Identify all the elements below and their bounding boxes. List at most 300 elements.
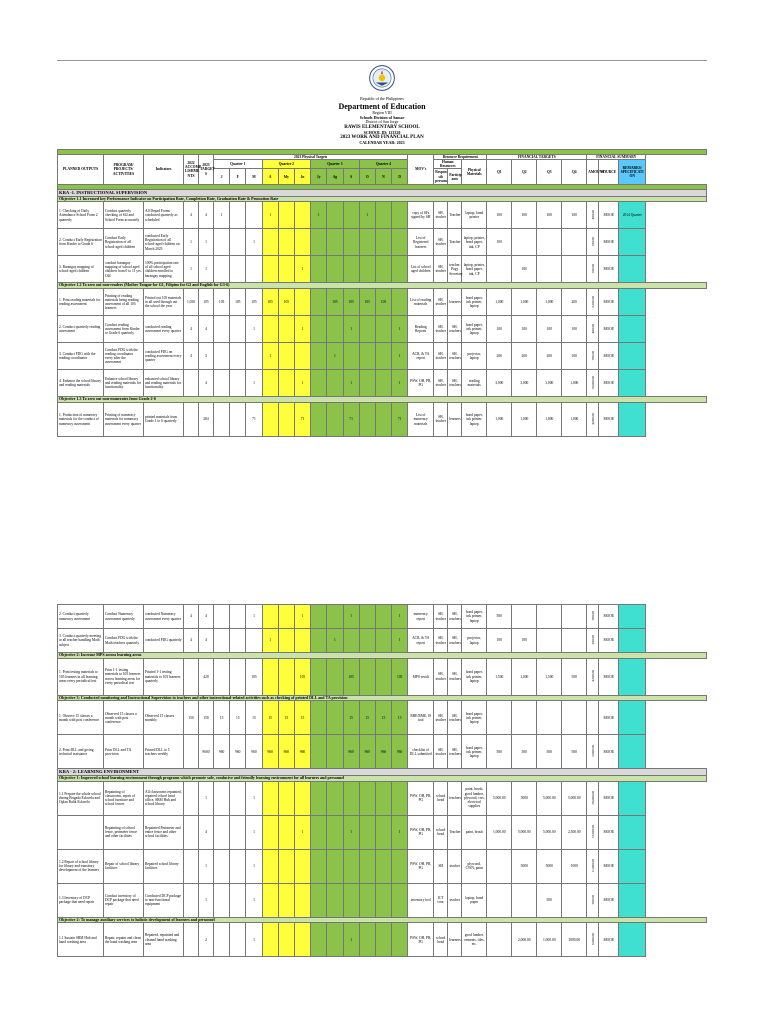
col-planned-outputs: PLANNED OUTPUTS <box>58 154 104 185</box>
month-target-cell <box>311 849 327 883</box>
month-target-cell <box>278 402 294 436</box>
department-title: Department of Education <box>338 101 426 111</box>
indicator-cell: Printed DLL to 5 teachers weekly <box>144 735 184 769</box>
planned-output-cell: 3. Conduct FDG with the reading coordinator <box>58 343 104 370</box>
indicator-cell: conducted FDG on reading assessment every quarter <box>144 343 184 370</box>
target-cell: 2 <box>199 923 214 957</box>
accomplishment-cell: 1 <box>184 256 199 283</box>
responsible-cell: school head <box>434 781 448 815</box>
month-target-cell <box>246 256 262 283</box>
month-target-cell <box>327 883 343 917</box>
table-body-2 <box>58 605 707 957</box>
financial-target-cell: 500 <box>562 658 587 695</box>
target-cell: 4 <box>199 629 214 653</box>
mov-cell: PSW, OH, PR, PG <box>408 370 434 397</box>
col-fq1: Q1 <box>487 159 512 184</box>
financial-target-cell: 100 <box>487 629 512 653</box>
financial-target-cell: 100 <box>562 316 587 343</box>
financial-target-cell <box>562 701 587 735</box>
table-row <box>58 605 707 629</box>
month-target-cell <box>214 781 230 815</box>
accomplishment-cell <box>184 781 199 815</box>
financial-target-cell: 1,000 <box>537 289 562 316</box>
objective-title: Objective 1.3 To zero out non-numerates from Grade 2-6 <box>58 397 707 403</box>
month-target-cell: 15 <box>392 701 408 735</box>
month-target-cell: 1 <box>311 202 327 229</box>
amount-value: 10,000.00 <box>590 375 595 390</box>
month-target-cell <box>375 605 391 629</box>
financial-target-cell: 1,000 <box>537 402 562 436</box>
amount-cell <box>587 289 599 316</box>
amount-cell <box>587 629 599 653</box>
amount-cell <box>587 370 599 397</box>
month-target-cell <box>311 316 327 343</box>
financial-target-cell: 500 <box>487 735 512 769</box>
month-target-cell: 1 <box>294 256 310 283</box>
remarks-cell <box>619 815 646 849</box>
month-target-cell: 71 <box>392 402 408 436</box>
col-quarter-4: Quarter 4 <box>359 159 408 168</box>
source-cell: MOOE <box>599 256 619 283</box>
table-row <box>58 883 707 917</box>
financial-target-cell: 5,000.00 <box>537 815 562 849</box>
col-movs: MOV's <box>408 154 434 185</box>
participants-cell: teacher, Brgy Secretary <box>448 256 462 283</box>
program-cell: Print 1-1 testing materials to 105 learners across learning areas for every periodical test <box>104 658 144 695</box>
month-target-cell: 15 <box>278 701 294 735</box>
col-month: A <box>262 169 278 185</box>
financial-target-cell: 500 <box>512 735 537 769</box>
republic-label: Republic of the Philippines <box>360 96 404 102</box>
month-target-cell <box>375 815 391 849</box>
materials-cell: bond paper, ink printer, laptop <box>462 701 487 735</box>
program-cell: Enhance school library and reading materials for functionality <box>104 370 144 397</box>
month-target-cell: 1 <box>246 923 262 957</box>
indicator-cell: printed materials from Grade 1 to 6 quarterly <box>144 402 184 436</box>
responsible-cell: SH, teacher <box>434 202 448 229</box>
planned-output-cell: 1. Print testing materials to 105 learners in all learning areas every periodical test <box>58 658 104 695</box>
planned-output-cell: 1.1 Prepare the whole school during Brigada Eskwela and Oplan Balik Eskwela <box>58 781 104 815</box>
accomplishment-cell: 4 <box>184 605 199 629</box>
month-target-cell <box>230 849 246 883</box>
month-target-cell <box>327 781 343 815</box>
responsible-cell: ICT coor. <box>434 883 448 917</box>
month-target-cell: 1 <box>262 202 278 229</box>
target-cell: 4 <box>199 370 214 397</box>
month-target-cell <box>278 229 294 256</box>
target-cell: 1 <box>199 883 214 917</box>
month-target-cell: 15 <box>230 701 246 735</box>
financial-target-cell: 2,000.00 <box>512 923 537 957</box>
month-target-cell <box>262 781 278 815</box>
month-target-cell <box>294 202 310 229</box>
amount-cell <box>587 229 599 256</box>
amount-value: 500.00 <box>590 894 595 905</box>
month-target-cell: 1 <box>359 202 375 229</box>
col-human-resources: Human Resources <box>434 159 462 168</box>
participants-cell: teachers <box>448 781 462 815</box>
responsible-cell: SH, teacher <box>434 343 448 370</box>
school-name: RAWIS ELEMENTARY SCHOOL <box>344 124 420 130</box>
accomplishment-cell: 1,050 <box>184 289 199 316</box>
mov-cell: PSW, OH, PR, PG <box>408 781 434 815</box>
month-target-cell <box>311 289 327 316</box>
month-target-cell: 1 <box>214 202 230 229</box>
month-target-cell <box>311 735 327 769</box>
financial-target-cell: 3,000 <box>487 370 512 397</box>
indicator-cell: Repainted Perimeter and entire fence and other school facilities <box>144 815 184 849</box>
amount-cell <box>587 701 599 735</box>
responsible-cell: SH, teacher <box>434 629 448 653</box>
planned-output-cell: 1. Production of numeracy materials for the conduct of numeracy assessment <box>58 402 104 436</box>
month-target-cell <box>262 605 278 629</box>
col-responsible: Respon sib persons <box>435 170 448 183</box>
month-target-cell: 960 <box>278 735 294 769</box>
month-target-cell <box>359 849 375 883</box>
financial-target-cell: 200 <box>537 343 562 370</box>
month-target-cell <box>343 256 359 283</box>
amount-value: 4,500.00 <box>590 670 595 683</box>
month-target-cell <box>294 629 310 653</box>
division-label: Schools Division of Samar <box>359 114 405 120</box>
source-cell: MOOE <box>599 883 619 917</box>
indicator-cell: Conducted DCP package to non-functional equipment <box>144 883 184 917</box>
month-target-cell <box>327 316 343 343</box>
month-target-cell <box>214 815 230 849</box>
financial-target-cell: 200 <box>562 289 587 316</box>
target-cell: 1 <box>199 781 214 815</box>
source-cell: MOOE <box>599 605 619 629</box>
month-target-cell: 1 <box>246 370 262 397</box>
source-cell: MOOE <box>599 701 619 735</box>
source-cell: MOOE <box>599 289 619 316</box>
amount-cell <box>587 923 599 957</box>
objective-title: Objective 1.1 Increased key Performance Indicator on Participation Rate, Completion Rate, Graduation Rate & Promotion Rate <box>58 196 707 202</box>
month-target-cell <box>392 289 408 316</box>
responsible-cell: SH, teacher <box>434 735 448 769</box>
indicator-cell: All classrooms repainted, repaired school head office, SBM Hub and school library <box>144 781 184 815</box>
amount-cell <box>587 402 599 436</box>
month-target-cell: 1 <box>392 815 408 849</box>
month-target-cell <box>359 781 375 815</box>
financial-target-cell: 3,000 <box>512 370 537 397</box>
month-target-cell: 1 <box>343 923 359 957</box>
participants-cell: SH, teachers <box>448 701 462 735</box>
table-row <box>58 701 707 735</box>
month-target-cell <box>327 701 343 735</box>
col-fq4: Q4 <box>562 159 587 184</box>
financial-target-cell: 5000 <box>537 849 562 883</box>
month-target-cell <box>343 883 359 917</box>
col-month: S <box>343 169 359 185</box>
amount-cell <box>587 605 599 629</box>
month-target-cell: 1 <box>343 316 359 343</box>
program-cell: conduct barangay mapping of school aged children from 0 to 11 yrs. Old <box>104 256 144 283</box>
target-cell: 9600 <box>199 735 214 769</box>
col-financial-summary: FINANCIAL SUMMARY <box>587 154 646 159</box>
month-target-cell <box>359 256 375 283</box>
remarks-cell <box>619 735 646 769</box>
program-cell: Conduct FDG with the reading coordinator every after the assessment <box>104 343 144 370</box>
month-target-cell <box>311 370 327 397</box>
financial-target-cell: 100 <box>487 316 512 343</box>
table-row <box>58 923 707 957</box>
col-financial-targets: FINANCIAL TARGETS <box>487 154 587 159</box>
month-target-cell: 1 <box>392 316 408 343</box>
responsible-cell: school head <box>434 815 448 849</box>
month-target-cell <box>327 229 343 256</box>
month-target-cell <box>278 883 294 917</box>
source-cell: MOOE <box>599 343 619 370</box>
month-target-cell <box>327 402 343 436</box>
mov-cell: MPS result <box>408 658 434 695</box>
remarks-cell: 2014 Quarter <box>619 202 646 229</box>
participants-cell: learners <box>448 402 462 436</box>
financial-target-cell: 500 <box>537 735 562 769</box>
month-target-cell <box>327 923 343 957</box>
financial-target-cell <box>487 701 512 735</box>
month-target-cell: 105 <box>246 658 262 695</box>
month-target-cell: 1 <box>246 849 262 883</box>
month-target-cell: 1 <box>246 815 262 849</box>
program-cell: Conduct quarterly checking of Sf2 and School Form accurately <box>104 202 144 229</box>
table-row <box>58 289 707 316</box>
month-target-cell: 1 <box>327 629 343 653</box>
responsible-cell: SH, teacher <box>434 402 448 436</box>
source-cell: MOOE <box>599 735 619 769</box>
col-fq2: Q2 <box>512 159 537 184</box>
month-target-cell <box>230 923 246 957</box>
table-row <box>58 402 707 436</box>
participants-cell: SH, teachers <box>448 629 462 653</box>
col-participants: Particip ants <box>448 169 462 185</box>
month-target-cell <box>311 658 327 695</box>
table-row <box>58 370 707 397</box>
mov-cell: inventory tool <box>408 883 434 917</box>
col-month: D <box>392 169 408 185</box>
month-target-cell <box>359 370 375 397</box>
col-month: Jy <box>311 169 327 185</box>
mov-cell: Reading Reports <box>408 316 434 343</box>
participants-cell: SH, teachers <box>448 605 462 629</box>
month-target-cell: 105 <box>262 289 278 316</box>
col-month: M <box>246 169 262 185</box>
month-target-cell: 105 <box>327 289 343 316</box>
amount-value: 400.00 <box>590 210 595 220</box>
financial-target-cell <box>562 229 587 256</box>
month-target-cell <box>327 605 343 629</box>
mov-cell: List of reading materials <box>408 289 434 316</box>
month-target-cell <box>230 343 246 370</box>
month-target-cell <box>278 923 294 957</box>
month-target-cell <box>311 781 327 815</box>
indicator-cell: Observed 15 classes monthly <box>144 701 184 735</box>
indicator-cell: conducted Numeracy assessment every quarter <box>144 605 184 629</box>
col-month: N <box>375 169 391 185</box>
source-cell: MOOE <box>599 402 619 436</box>
month-target-cell: 960 <box>246 735 262 769</box>
month-target-cell <box>214 849 230 883</box>
remarks-cell <box>619 701 646 735</box>
accomplishment-cell: 4 <box>184 202 199 229</box>
accomplishment-cell: 4 <box>184 629 199 653</box>
month-target-cell <box>392 923 408 957</box>
planned-output-cell: 1. Print reading materials for reading assessment <box>58 289 104 316</box>
accomplishment-cell <box>184 815 199 849</box>
mov-cell: copy of SFs signed by SH <box>408 202 434 229</box>
table-row <box>58 781 707 815</box>
month-target-cell <box>311 229 327 256</box>
remarks-cell <box>619 402 646 436</box>
month-target-cell <box>311 402 327 436</box>
work-plan-table <box>57 149 707 437</box>
remarks-cell <box>619 316 646 343</box>
indicator-cell: conducted FDG quarterly <box>144 629 184 653</box>
month-target-cell <box>262 815 278 849</box>
month-target-cell <box>262 256 278 283</box>
amount-value: 100.00 <box>590 237 595 247</box>
col-physical-targets: 2023 Physical Targets <box>214 154 408 159</box>
month-target-cell <box>375 629 391 653</box>
financial-target-cell <box>487 849 512 883</box>
target-cell: 1 <box>199 849 214 883</box>
month-target-cell: 15 <box>375 701 391 735</box>
program-cell: Observed 15 classes a month with post conference <box>104 701 144 735</box>
remarks-cell <box>619 229 646 256</box>
mov-cell: RBE/RME, IS tool <box>408 701 434 735</box>
month-target-cell: 960 <box>343 735 359 769</box>
program-cell: Printing of numeracy materials for numeracy assessment every quarter <box>104 402 144 436</box>
financial-target-cell: 1,000 <box>512 658 537 695</box>
month-target-cell <box>294 343 310 370</box>
financial-target-cell: 5,000.00 <box>537 781 562 815</box>
month-target-cell <box>359 605 375 629</box>
month-target-cell <box>311 605 327 629</box>
month-target-cell <box>262 849 278 883</box>
objective-title: Objective 1: Improved school learning environment through programs which promote safe, conducive and friendly learning environment for all learners and personnel <box>58 775 707 781</box>
participants-cell: Teacher <box>448 202 462 229</box>
financial-target-cell <box>537 701 562 735</box>
month-target-cell: 1 <box>246 605 262 629</box>
month-target-cell <box>246 343 262 370</box>
financial-target-cell: 500 <box>487 605 512 629</box>
month-target-cell: 1 <box>392 343 408 370</box>
col-accomplishment: 2022 ACCOMP LISHME NTS <box>184 154 199 185</box>
month-target-cell <box>230 229 246 256</box>
remarks-cell <box>619 923 646 957</box>
month-target-cell: 1 <box>294 605 310 629</box>
amount-value: 20,000.00 <box>590 790 595 805</box>
responsible-cell: SH, teacher <box>434 289 448 316</box>
month-target-cell <box>375 781 391 815</box>
month-target-cell <box>230 883 246 917</box>
month-target-cell <box>262 316 278 343</box>
responsible-cell: SH <box>434 849 448 883</box>
remarks-cell <box>619 629 646 653</box>
month-target-cell <box>343 629 359 653</box>
month-target-cell <box>246 629 262 653</box>
month-target-cell <box>294 849 310 883</box>
month-target-cell <box>375 402 391 436</box>
month-target-cell <box>214 316 230 343</box>
financial-target-cell: 5,000.00 <box>512 815 537 849</box>
month-target-cell <box>375 883 391 917</box>
month-target-cell: 1 <box>343 370 359 397</box>
financial-target-cell: 500 <box>562 735 587 769</box>
month-target-cell: 1 <box>246 883 262 917</box>
target-cell: 284 <box>199 402 214 436</box>
month-target-cell <box>230 605 246 629</box>
amount-value: 400.00 <box>590 323 595 334</box>
month-target-cell <box>230 815 246 849</box>
month-target-cell <box>343 343 359 370</box>
participants-cell: teacher <box>448 883 462 917</box>
month-target-cell <box>278 316 294 343</box>
month-target-cell <box>359 316 375 343</box>
month-target-cell <box>214 370 230 397</box>
month-target-cell <box>311 701 327 735</box>
amount-cell <box>587 658 599 695</box>
program-cell: Repair, repaint and clean the hand washing area <box>104 923 144 957</box>
mov-cell: PSW, OH, PR, PG <box>408 815 434 849</box>
month-target-cell <box>311 883 327 917</box>
month-target-cell: 960 <box>262 735 278 769</box>
planned-output-cell: 1. Checking of Daily Attendance School Form 2 quarterly <box>58 202 104 229</box>
month-target-cell <box>327 849 343 883</box>
financial-target-cell: 100 <box>562 202 587 229</box>
participants-cell: SH, teachers <box>448 343 462 370</box>
page-2 <box>57 604 707 1024</box>
materials-cell: paint, brush, good lumber, plywood, cws, electrical supplies <box>462 781 487 815</box>
month-target-cell <box>392 256 408 283</box>
calendar-year: CALENDAR YEAR: 2023 <box>359 140 405 146</box>
mov-cell: List of numeracy materials <box>408 402 434 436</box>
source-cell: MOOE <box>599 923 619 957</box>
month-target-cell <box>294 923 310 957</box>
mov-cell: numeracy report <box>408 605 434 629</box>
amount-value: 3,200.00 <box>590 295 595 308</box>
month-target-cell <box>214 402 230 436</box>
indicator-cell: Printed out 105 materials in all used through out the school the year <box>144 289 184 316</box>
month-target-cell <box>375 849 391 883</box>
target-cell: 3 <box>199 343 214 370</box>
program-cell: Conduct FDG with the Math teachers quarterly <box>104 629 144 653</box>
financial-target-cell: 200 <box>512 343 537 370</box>
financial-target-cell: 3000.00 <box>562 923 587 957</box>
month-target-cell <box>311 815 327 849</box>
month-target-cell <box>375 202 391 229</box>
table-row <box>58 229 707 256</box>
month-target-cell <box>278 202 294 229</box>
mov-cell: PSW, OH, PR, PG <box>408 923 434 957</box>
col-month: O <box>359 169 375 185</box>
amount-cell <box>587 316 599 343</box>
materials-cell: laptop, printer, bond paper, ink, CP <box>462 229 487 256</box>
materials-cell: projector, laptop <box>462 343 487 370</box>
objective-title: Objective 2: To manage auxiliary services to holistic development of learners and personnel <box>58 917 707 923</box>
participants-cell: Teacher <box>448 229 462 256</box>
source-cell: MOOE <box>599 316 619 343</box>
region-label: Region VIII <box>372 110 392 116</box>
month-target-cell: 15 <box>294 701 310 735</box>
month-target-cell <box>311 923 327 957</box>
planned-output-cell: 3. Conduct quarterly meeting to all teacher handling Math subject <box>58 629 104 653</box>
table-row <box>58 256 707 283</box>
col-fq3: Q3 <box>537 159 562 184</box>
materials-cell: bond paper, ink printer, laptop <box>462 605 487 629</box>
source-cell: MOOE <box>599 229 619 256</box>
month-target-cell <box>392 883 408 917</box>
